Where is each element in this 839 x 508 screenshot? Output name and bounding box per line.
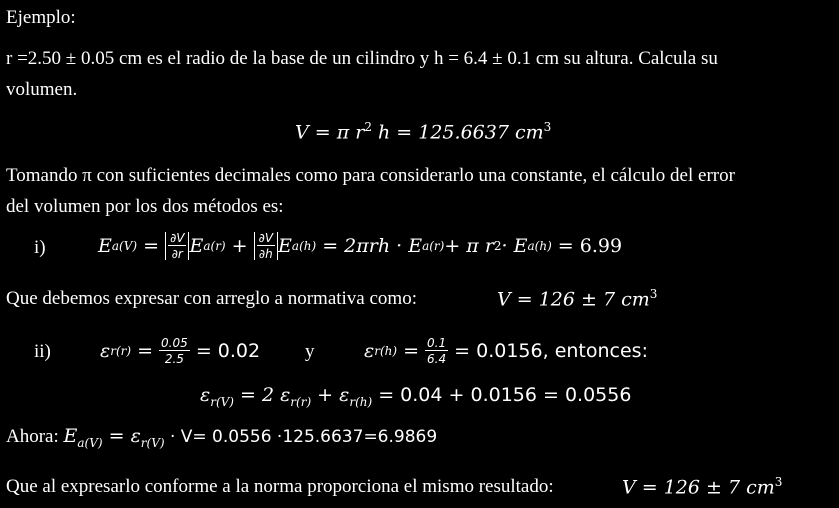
- method1-label: i): [34, 237, 46, 258]
- partial-r: $\frac{\partial V}{\partial r}$: [165, 232, 189, 260]
- volume-formula: V = π $r^2$ h = 125.6637 $cm^3$: [295, 120, 552, 144]
- problem-line-1: r =2.50 ± 0.05 cm es el radio de la base de un cilindro y h = 6.4 ± 0.1 cm su altura. Calcula su: [6, 48, 718, 69]
- heading: Ejemplo:: [6, 7, 76, 28]
- problem-line-2: volumen.: [6, 79, 78, 100]
- normative-text: Que debemos expresar con arreglo a normativa como:: [6, 288, 417, 309]
- partial-h: $\frac{\partial V}{\partial h}$: [254, 232, 278, 260]
- eps-v-formula: $\varepsilon_{r(V)} = 2$ $\varepsilon_{r(r)} + \varepsilon_{r(h)} = 0.04 + 0.0156 = 0.0556$: [200, 384, 632, 409]
- final-text: Que al expresarlo conforme a la norma proporciona el mismo resultado:: [6, 476, 554, 497]
- intro-line-2: del volumen por los dos métodos es:: [6, 196, 284, 217]
- final-result: V = 126 ± 7 $cm^3$: [622, 475, 783, 499]
- method2-label: ii): [34, 341, 51, 362]
- eps-r: ε r(r) = $\frac{0.05}{2.5}$ = 0.02: [100, 336, 261, 366]
- now-formula: Ahora: $E_{a(V)} = \varepsilon_{r(V)} \cdot V= 0.0556 \cdot 125.6637=6.9869$: [6, 425, 438, 450]
- and-word: y: [305, 341, 315, 362]
- normative-result: V = 126 ± 7 $cm^3$: [497, 287, 658, 311]
- method1-formula: E a(V) = $\frac{\partial V}{\partial r}$ E a(r) + $\frac{\partial V}{\partial h}$ E a(h) = 2πrh · E a(r) + π r 2 · E a(h) = 6.99: [98, 231, 623, 261]
- intro-line-1: Tomando π con suficientes decimales como para considerarlo una constante, el cálculo del error: [6, 165, 735, 186]
- eps-h: ε r(h) = $\frac{0.1}{6.4}$ = 0.0156, entonces:: [364, 336, 648, 366]
